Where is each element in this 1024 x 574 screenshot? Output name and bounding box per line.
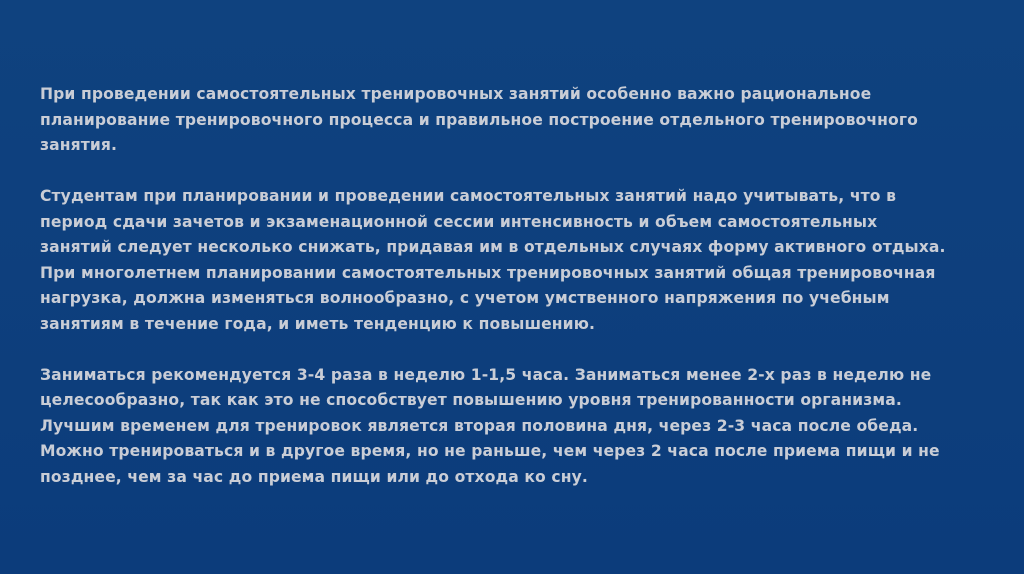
text-line: При проведении самостоятельных тренировочных занятий особенно важно рациональное: [40, 85, 872, 103]
text-line: занятий следует несколько снижать, придавая им в отдельных случаях форму активного отдыха.: [40, 238, 946, 256]
text-line: целесообразно, так как это не способствует повышению уровня тренированности организма.: [40, 391, 902, 409]
slide-text: [40, 82, 1000, 516]
text-line: период сдачи зачетов и экзаменационной сессии интенсивность и объем самостоятельных: [40, 212, 878, 231]
paragraph-training-planning: [40, 82, 1000, 159]
text-line: Лучшим временем для тренировок является вторая половина дня, через 2-3 часа после обеда.: [40, 416, 919, 435]
text-line: занятиям в течение года, и иметь тенденцию к повышению.: [40, 314, 595, 333]
text-line: нагрузка, должна изменяться волнообразно, с учетом умственного напряжения по учебным: [40, 289, 890, 307]
text-line: занятия.: [40, 136, 118, 154]
text-line: Студентам при планировании и проведении самостоятельных занятий надо учитывать, что в: [40, 187, 897, 205]
text-line: При многолетнем планировании самостоятельных тренировочных занятий общая тренировочная: [40, 263, 936, 282]
text-line: планирование тренировочного процесса и правильное построение отдельного тренировочного: [40, 110, 918, 129]
text-line: Можно тренироваться и в другое время, но не раньше, чем через 2 часа после приема пищи и не: [40, 442, 940, 460]
paragraph-training-schedule: [40, 363, 1000, 491]
text-line: Заниматься рекомендуется 3-4 раза в неделю 1-1,5 часа. Заниматься менее 2-х раз в неделю не: [40, 365, 932, 384]
paragraph-students-load: [40, 184, 1000, 337]
text-line: позднее, чем за час до приема пищи или до отхода ко сну.: [40, 467, 588, 486]
